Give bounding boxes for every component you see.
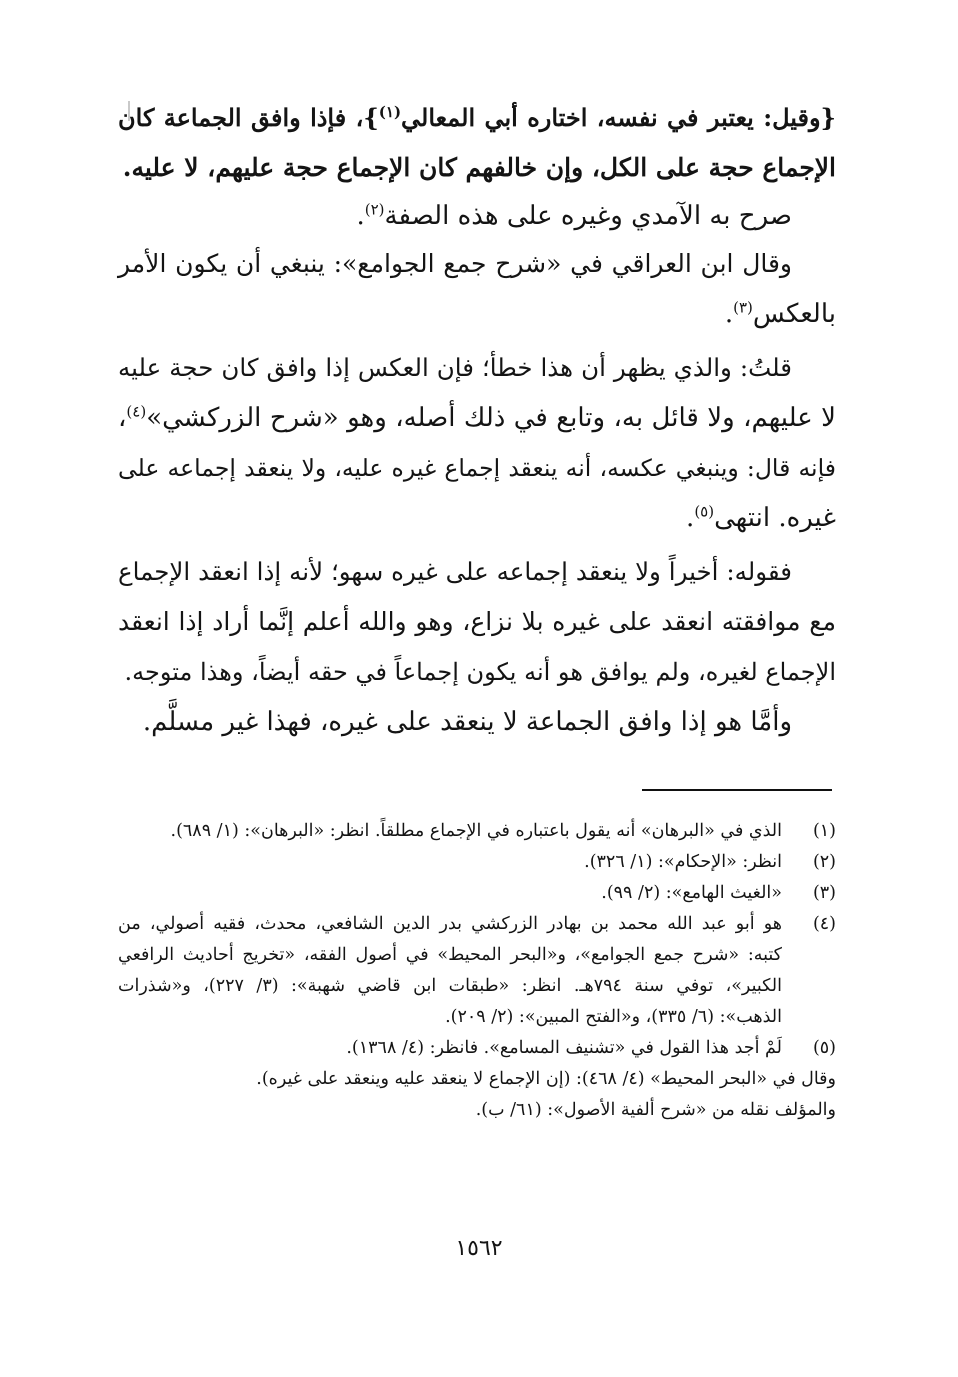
footnote-line: الكبير»، توفي سنة ٧٩٤هـ. انظر: «طبقات ابن قاضي شهبة»: (٣/ ٢٢٧)، و«شذرات: [118, 976, 782, 996]
main-line: الإجماع حجة على الكل، وإن خالفهم كان الإجماع حجة عليهم، لا عليه.: [122, 153, 836, 182]
main-line: فقوله: أخيراً ولا ينعقد إجماعه على غيره سهو؛ لأنه إذا انعقد الإجماع: [118, 557, 792, 586]
footnote-number: (٢): [812, 852, 836, 872]
page-number: ١٥٦٢: [455, 1236, 503, 1261]
main-line: غيره. انتهى$^{(٥)}$.: [686, 502, 836, 533]
main-line: وقال ابن العراقي في «شرح جمع الجوامع»: ينبغي أن يكون الأمر: [118, 249, 792, 278]
main-line: {وقيل: يعتبر في نفسه، اختاره أبي المعالي$^{(١)}$}، فإذا وافق الجماعة كان: [118, 103, 836, 132]
footnote-number: (٥): [812, 1038, 836, 1058]
footnote-line: (٥) لَمْ أجد هذا القول في «تشنيف المسامع». فانظر: (٤/ ١٣٦٨).: [118, 1033, 836, 1064]
footnotes: [118, 816, 836, 1126]
main-line: صرح به الآمدي وغيره على هذه الصفة$^{(٢)}$.: [356, 200, 792, 231]
main-line: مع موافقته انعقد على غيره بلا نزاع، وهو والله أعلم إنَّما أراد إذا انعقد: [118, 607, 836, 636]
main-line: الإجماع لغيره، ولم يوافق هو أنه يكون إجماعاً في حقه أيضاً، وهذا متوجه.: [124, 658, 836, 686]
footnote-separator: [642, 789, 832, 791]
footnote-number: (١): [812, 821, 836, 841]
footnote-line: (١) الذي في «البرهان» أنه يقول باعتباره في الإجماع مطلقاً. انظر: «البرهان»: (١/ ٦٨٩).: [118, 816, 836, 847]
footnote-line: الذهب»: (٦/ ٣٣٥)، و«الفتح المبين»: (٢/ ٢٠٩).: [445, 1007, 782, 1027]
main-line: وأمَّا هو إذا وافق الجماعة لا ينعقد على غيره، فهذا غير مسلَّم.: [142, 707, 792, 737]
main-line: قلتُ: والذي يظهر أن هذا خطأ؛ فإن العكس إذا وافق كان حجة عليه: [118, 353, 792, 382]
main-text: [118, 93, 836, 747]
main-line: فإنه قال: وينبغي عكسه، أنه ينعقد إجماع غيره عليه، ولا ينعقد إجماعه على: [118, 454, 836, 482]
footnote-line: والمؤلف نقله من «شرح ألفية الأصول»: (٦١/ ب).: [475, 1100, 836, 1120]
footnote-line: وقال في «البحر المحيط» (٤/ ٤٦٨): (إن الإجماع لا ينعقد عليه وينعقد على غيره).: [256, 1069, 836, 1089]
footnote-line: (٢) انظر: «الإحكام»: (١/ ٣٢٦).: [118, 847, 836, 878]
main-line: بالعكس$^{(٣)}$.: [724, 298, 836, 329]
footnote-line: (٤) هو أبو عبد الله محمد بن بهادر الزركشي بدر الدين الشافعي، محدث، فقيه أصولي، من: [118, 909, 836, 940]
footnote-number: (٣): [812, 883, 836, 903]
main-line: لا عليهم، ولا قائل به، وتابع في ذلك أصله، وهو «شرح الزركشي»$^{(٤)}$،: [118, 402, 836, 433]
footnote-number: (٤): [812, 914, 836, 934]
footnote-line: كتبه: «شرح جمع الجوامع»، و«البحر المحيط» في أصول الفقه، «تخريج أحاديث الرافعي: [118, 945, 782, 965]
footnote-line: (٣) «الغيث الهامع»: (٢/ ٩٩).: [118, 878, 836, 909]
